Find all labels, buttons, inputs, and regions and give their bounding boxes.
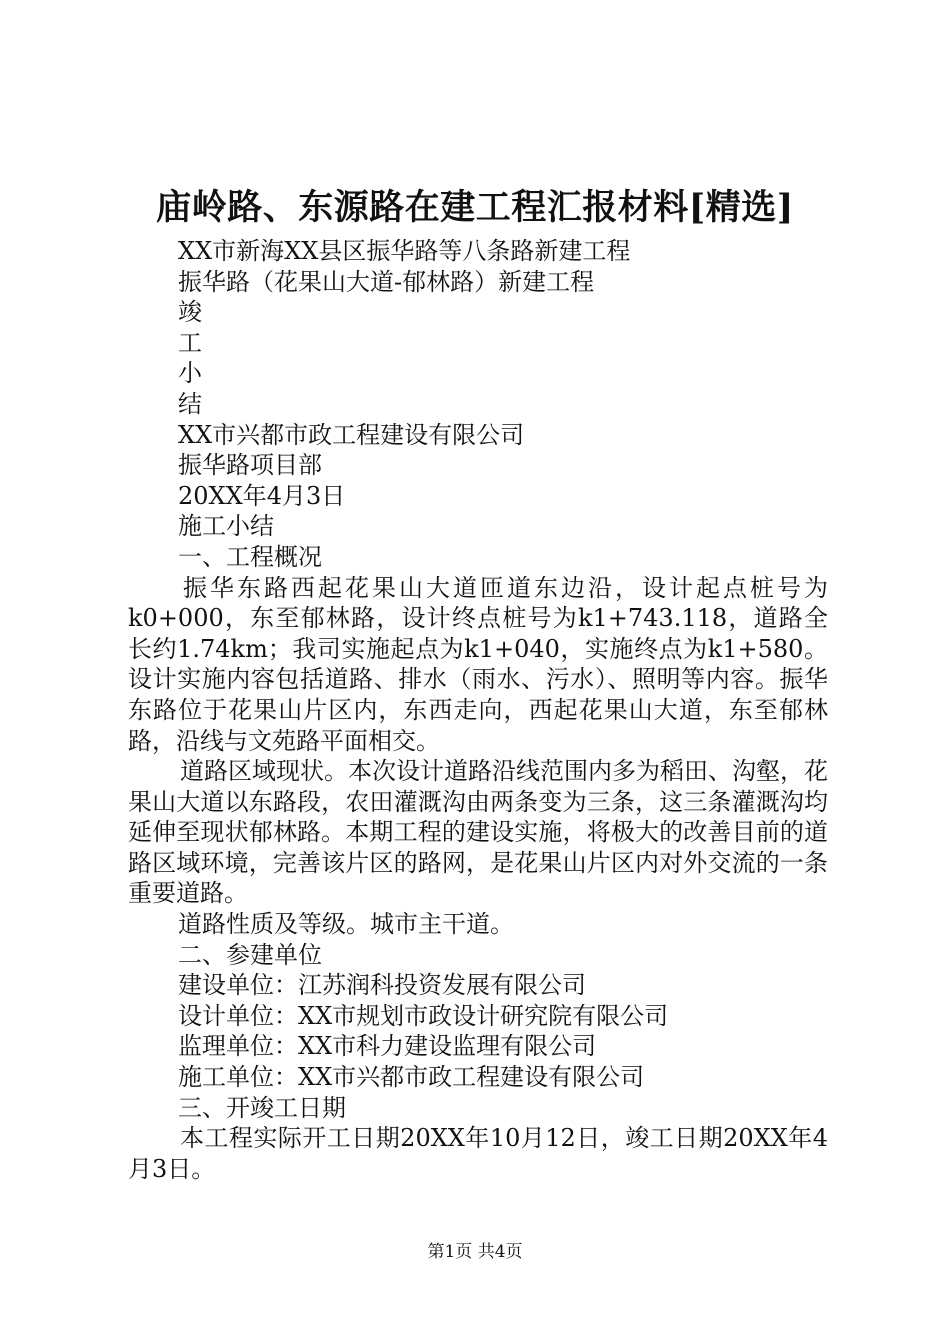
document-title: 庙岭路、东源路在建工程汇报材料[精选]	[156, 187, 794, 228]
header-line-subproject: 振华路（花果山大道-郁林路）新建工程	[178, 267, 595, 296]
section-heading-overview: 一、工程概况	[178, 542, 322, 571]
section-heading-participants: 二、参建单位	[178, 940, 322, 969]
header-line-char: 小	[178, 359, 202, 388]
participant-item: 建设单位：江苏润科投资发展有限公司	[178, 971, 586, 1000]
overview-paragraph-2: 道路区域现状。本次设计道路沿线范围内多为稻田、沟壑，花果山大道以东路段，农田灌溉沟由两条变为三条，这三条灌溉沟均延伸至现状郁林路。本期工程的建设实施，将极大的改善目前的道路区域环境，完善该片区的路网，是花果山片区内对外交流的一条重要道路。	[128, 757, 828, 908]
header-line-char: 工	[178, 328, 202, 357]
overview-paragraph-1: 振华东路西起花果山大道匝道东边沿，设计起点桩号为k0+000，东至郁林路，设计终点桩号为k1+743.118，道路全长约1.74km；我司实施起点为k1+040，实施终点为k1+580。设计实施内容包括道路、排水（雨水、污水）、照明等内容。振华东路位于花果山片区内，东西走向，西起花果山大道，东至郁林路，沿线与文苑路平面相交。	[128, 573, 828, 755]
participant-item: 设计单位：XX市规划市政设计研究院有限公司	[178, 1001, 669, 1030]
header-line-char: 结	[178, 389, 202, 418]
section-heading-dates: 三、开竣工日期	[178, 1093, 346, 1122]
page-footer: 第1页 共4页	[427, 1242, 523, 1262]
overview-paragraph-3: 道路性质及等级。城市主干道。	[178, 910, 514, 939]
document-body	[128, 236, 828, 1184]
header-line-department: 振华路项目部	[178, 451, 322, 480]
header-line-date: 20XX年4月3日	[178, 481, 346, 510]
header-line-char: 竣	[178, 298, 202, 327]
participant-item: 施工单位：XX市兴都市政工程建设有限公司	[178, 1063, 645, 1092]
header-line-company: XX市兴都市政工程建设有限公司	[178, 420, 525, 449]
dates-paragraph: 本工程实际开工日期20XX年10月12日，竣工日期20XX年4月3日。	[128, 1124, 828, 1183]
participant-item: 监理单位：XX市科力建设监理有限公司	[178, 1032, 597, 1061]
header-line-summary: 施工小结	[178, 512, 274, 541]
header-line-project: XX市新海XX县区振华路等八条路新建工程	[178, 237, 631, 265]
